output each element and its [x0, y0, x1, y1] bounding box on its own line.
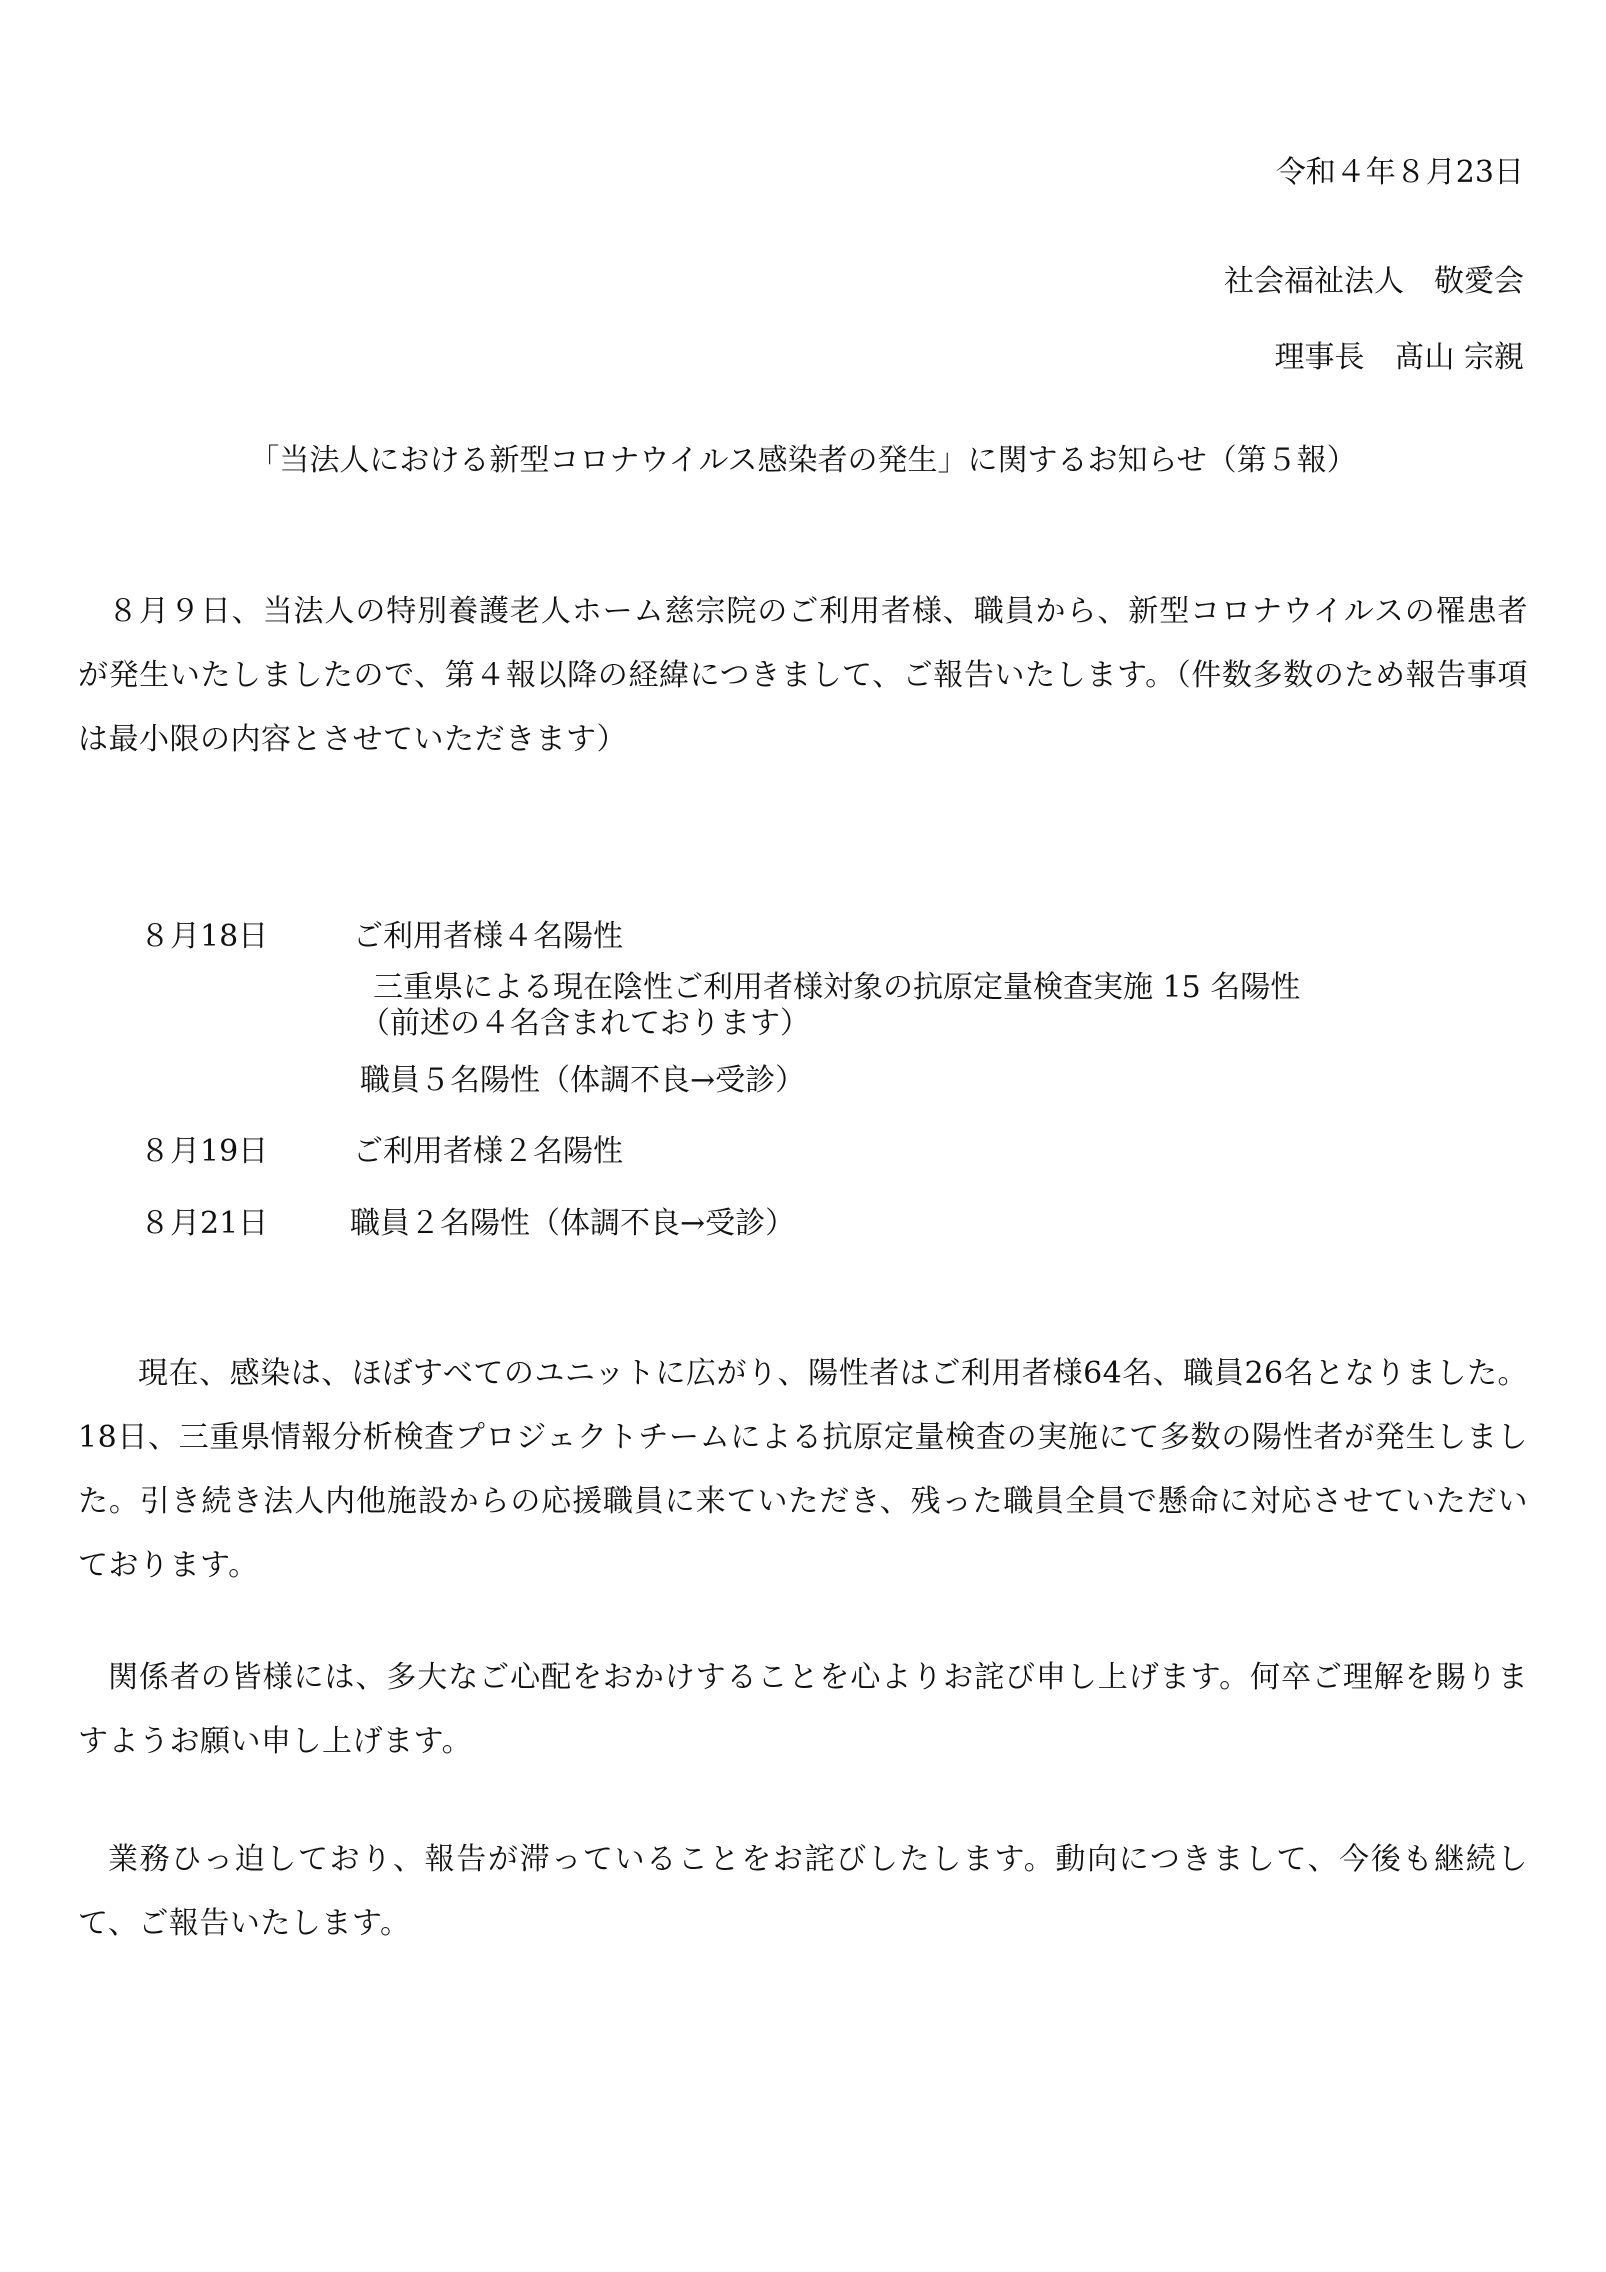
- chairman-name: 理事長 髙山 宗親: [1274, 340, 1524, 375]
- event-line: 三重県による現在陰性ご利用者様対象の抗原定量検査実施 15 名陽性: [373, 970, 1301, 1005]
- event-date: ８月19日: [140, 1134, 269, 1169]
- event-line: ご利用者様２名陽性: [353, 1134, 623, 1169]
- event-date: ８月18日: [140, 919, 269, 954]
- event-line: ご利用者様４名陽性: [353, 919, 623, 954]
- event-line: 職員２名陽性（体調不良→受診）: [350, 1206, 796, 1241]
- event-line: 職員５名陽性（体調不良→受診）: [360, 1063, 806, 1098]
- status-paragraph: 現在、感染は、ほぼすべてのユニットに広がり、陽性者はご利用者様64名、職員26名となりました。18日、三重県情報分析検査プロジェクトチームによる抗原定量検査の実施にて多数の陽性者が発生しました。引き続き法人内他施設からの応援職員に来ていただき、残った職員全員で懸命に対応させていただいております。: [78, 1356, 1528, 1583]
- event-date: ８月21日: [140, 1206, 269, 1241]
- intro-paragraph: ８月９日、当法人の特別養護老人ホーム慈宗院のご利用者様、職員から、新型コロナウイルスの罹患者が発生いたしましたので、第４報以降の経緯につきまして、ご報告いたします。（件数多数のため報告事項は最小限の内容とさせていただきます）: [78, 594, 1528, 757]
- followup-paragraph: 業務ひっ迫しており、報告が滞っていることをお詫びしたします。動向につきまして、今後も継続して、ご報告いたします。: [78, 1842, 1528, 1941]
- event-line: （前述の４名含まれております）: [360, 1006, 810, 1041]
- apology-paragraph: 関係者の皆様には、多大なご心配をおかけすることを心よりお詫び申し上げます。何卒ご理解を賜りますようお願い申し上げます。: [78, 1660, 1528, 1759]
- organization-name: 社会福祉法人 敬愛会: [1224, 264, 1524, 299]
- document-date: 令和４年８月23日: [1275, 155, 1524, 190]
- document-title: 「当法人における新型コロナウイルス感染者の発生」に関するお知らせ（第５報）: [249, 443, 1357, 478]
